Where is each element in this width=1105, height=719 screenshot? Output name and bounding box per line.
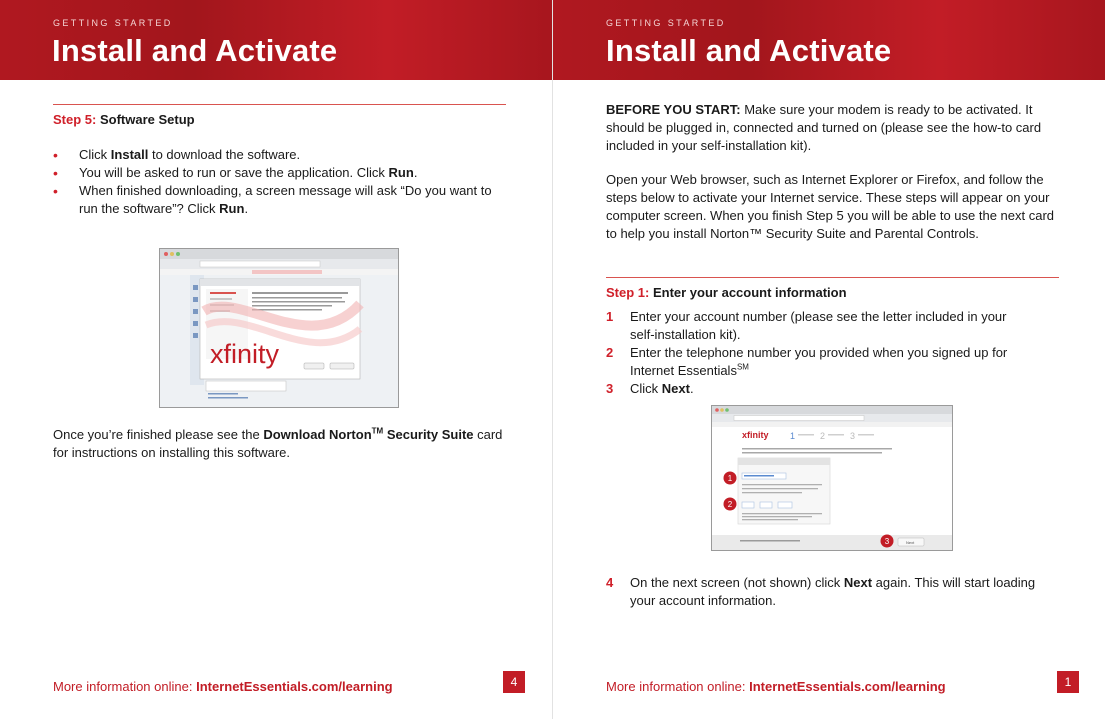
- instruction-list: [53, 146, 503, 218]
- step-heading: [606, 285, 847, 300]
- step-title: Software Setup: [99, 112, 195, 127]
- callout-marker-1: [724, 472, 737, 485]
- section-divider: [53, 104, 506, 105]
- bullet-icon: •: [53, 165, 58, 181]
- step-number: Step 5:: [53, 112, 97, 127]
- account-screenshot-art: [712, 406, 952, 550]
- callout-marker-2: [724, 498, 737, 511]
- instructions-paragraph: Open your Web browser, such as Internet Explorer or Firefox, and follow the steps below to activate your Internet service. These steps will appear on your computer screen. When you finish Step 5 you will be able to use the next card to help you install Norton™ Security Suite and Parental Controls.: [606, 172, 1055, 241]
- footer-link[interactable]: InternetEssentials.com/learning: [749, 679, 946, 694]
- svg-text:1: 1: [790, 431, 796, 441]
- svg-text:2: 2: [820, 431, 826, 441]
- section-divider: [606, 277, 1059, 278]
- footer-info: More information online: InternetEssentials.com/learning: [606, 679, 946, 694]
- bullet-icon: •: [53, 183, 58, 199]
- svg-text:Next: Next: [906, 540, 915, 545]
- page-number-badge: 4: [503, 671, 525, 693]
- svg-text:3: 3: [850, 431, 856, 441]
- svg-text:3: 3: [884, 537, 890, 546]
- section-kicker: GETTING STARTED: [606, 18, 726, 28]
- footer-link[interactable]: InternetEssentials.com/learning: [196, 679, 393, 694]
- page-title: Install and Activate: [52, 33, 338, 68]
- svg-text:xfinity: xfinity: [210, 339, 280, 369]
- right-page: [553, 0, 1105, 719]
- installer-screenshot: [159, 248, 399, 408]
- page-number-badge: 1: [1057, 671, 1079, 693]
- list-item: 1 Enter your account number (please see the letter included in your self-installation kit).: [606, 309, 1007, 342]
- header-banner: [0, 0, 552, 80]
- footer-info: More information online: InternetEssentials.com/learning: [53, 679, 393, 694]
- bullet-icon: •: [53, 147, 58, 163]
- svg-text:xfinity: xfinity: [742, 430, 769, 440]
- step-number: Step 1:: [606, 285, 650, 300]
- list-item: • You will be asked to run or save the application. Click Run.: [53, 165, 418, 181]
- closing-paragraph: Once you’re finished please see the Download Norton™ Security Suite card for instructions on installing this software.: [53, 426, 503, 460]
- svg-text:1: 1: [727, 474, 733, 483]
- list-item: 3 Click Next.: [606, 381, 694, 396]
- list-item: 4 On the next screen (not shown) click Next again. This will start loading your account information.: [606, 575, 1036, 608]
- numbered-steps-continued: [606, 574, 1046, 610]
- list-item: • When finished downloading, a screen message will ask “Do you want to run the software”? Click Run.: [53, 183, 492, 216]
- callout-marker-3: [881, 535, 894, 548]
- step-heading: [53, 112, 195, 127]
- header-banner: [553, 0, 1105, 80]
- account-screenshot: [711, 405, 953, 551]
- numbered-steps: [606, 308, 1026, 398]
- list-item: 2 Enter the telephone number you provided when you signed up for Internet Essentials℠: [606, 345, 1008, 378]
- section-kicker: GETTING STARTED: [53, 18, 173, 28]
- installer-screenshot-art: [160, 249, 398, 407]
- step-title: Enter your account information: [652, 285, 847, 300]
- page-title: Install and Activate: [606, 33, 892, 68]
- list-item: • Click Install to download the software.: [53, 147, 301, 163]
- svg-text:2: 2: [727, 500, 733, 509]
- intro-paragraph: BEFORE YOU START: Make sure your modem is ready to be activated. It should be plugged in, connected and turned on (please see the how-to card included in your self-installation kit).: [606, 102, 1042, 153]
